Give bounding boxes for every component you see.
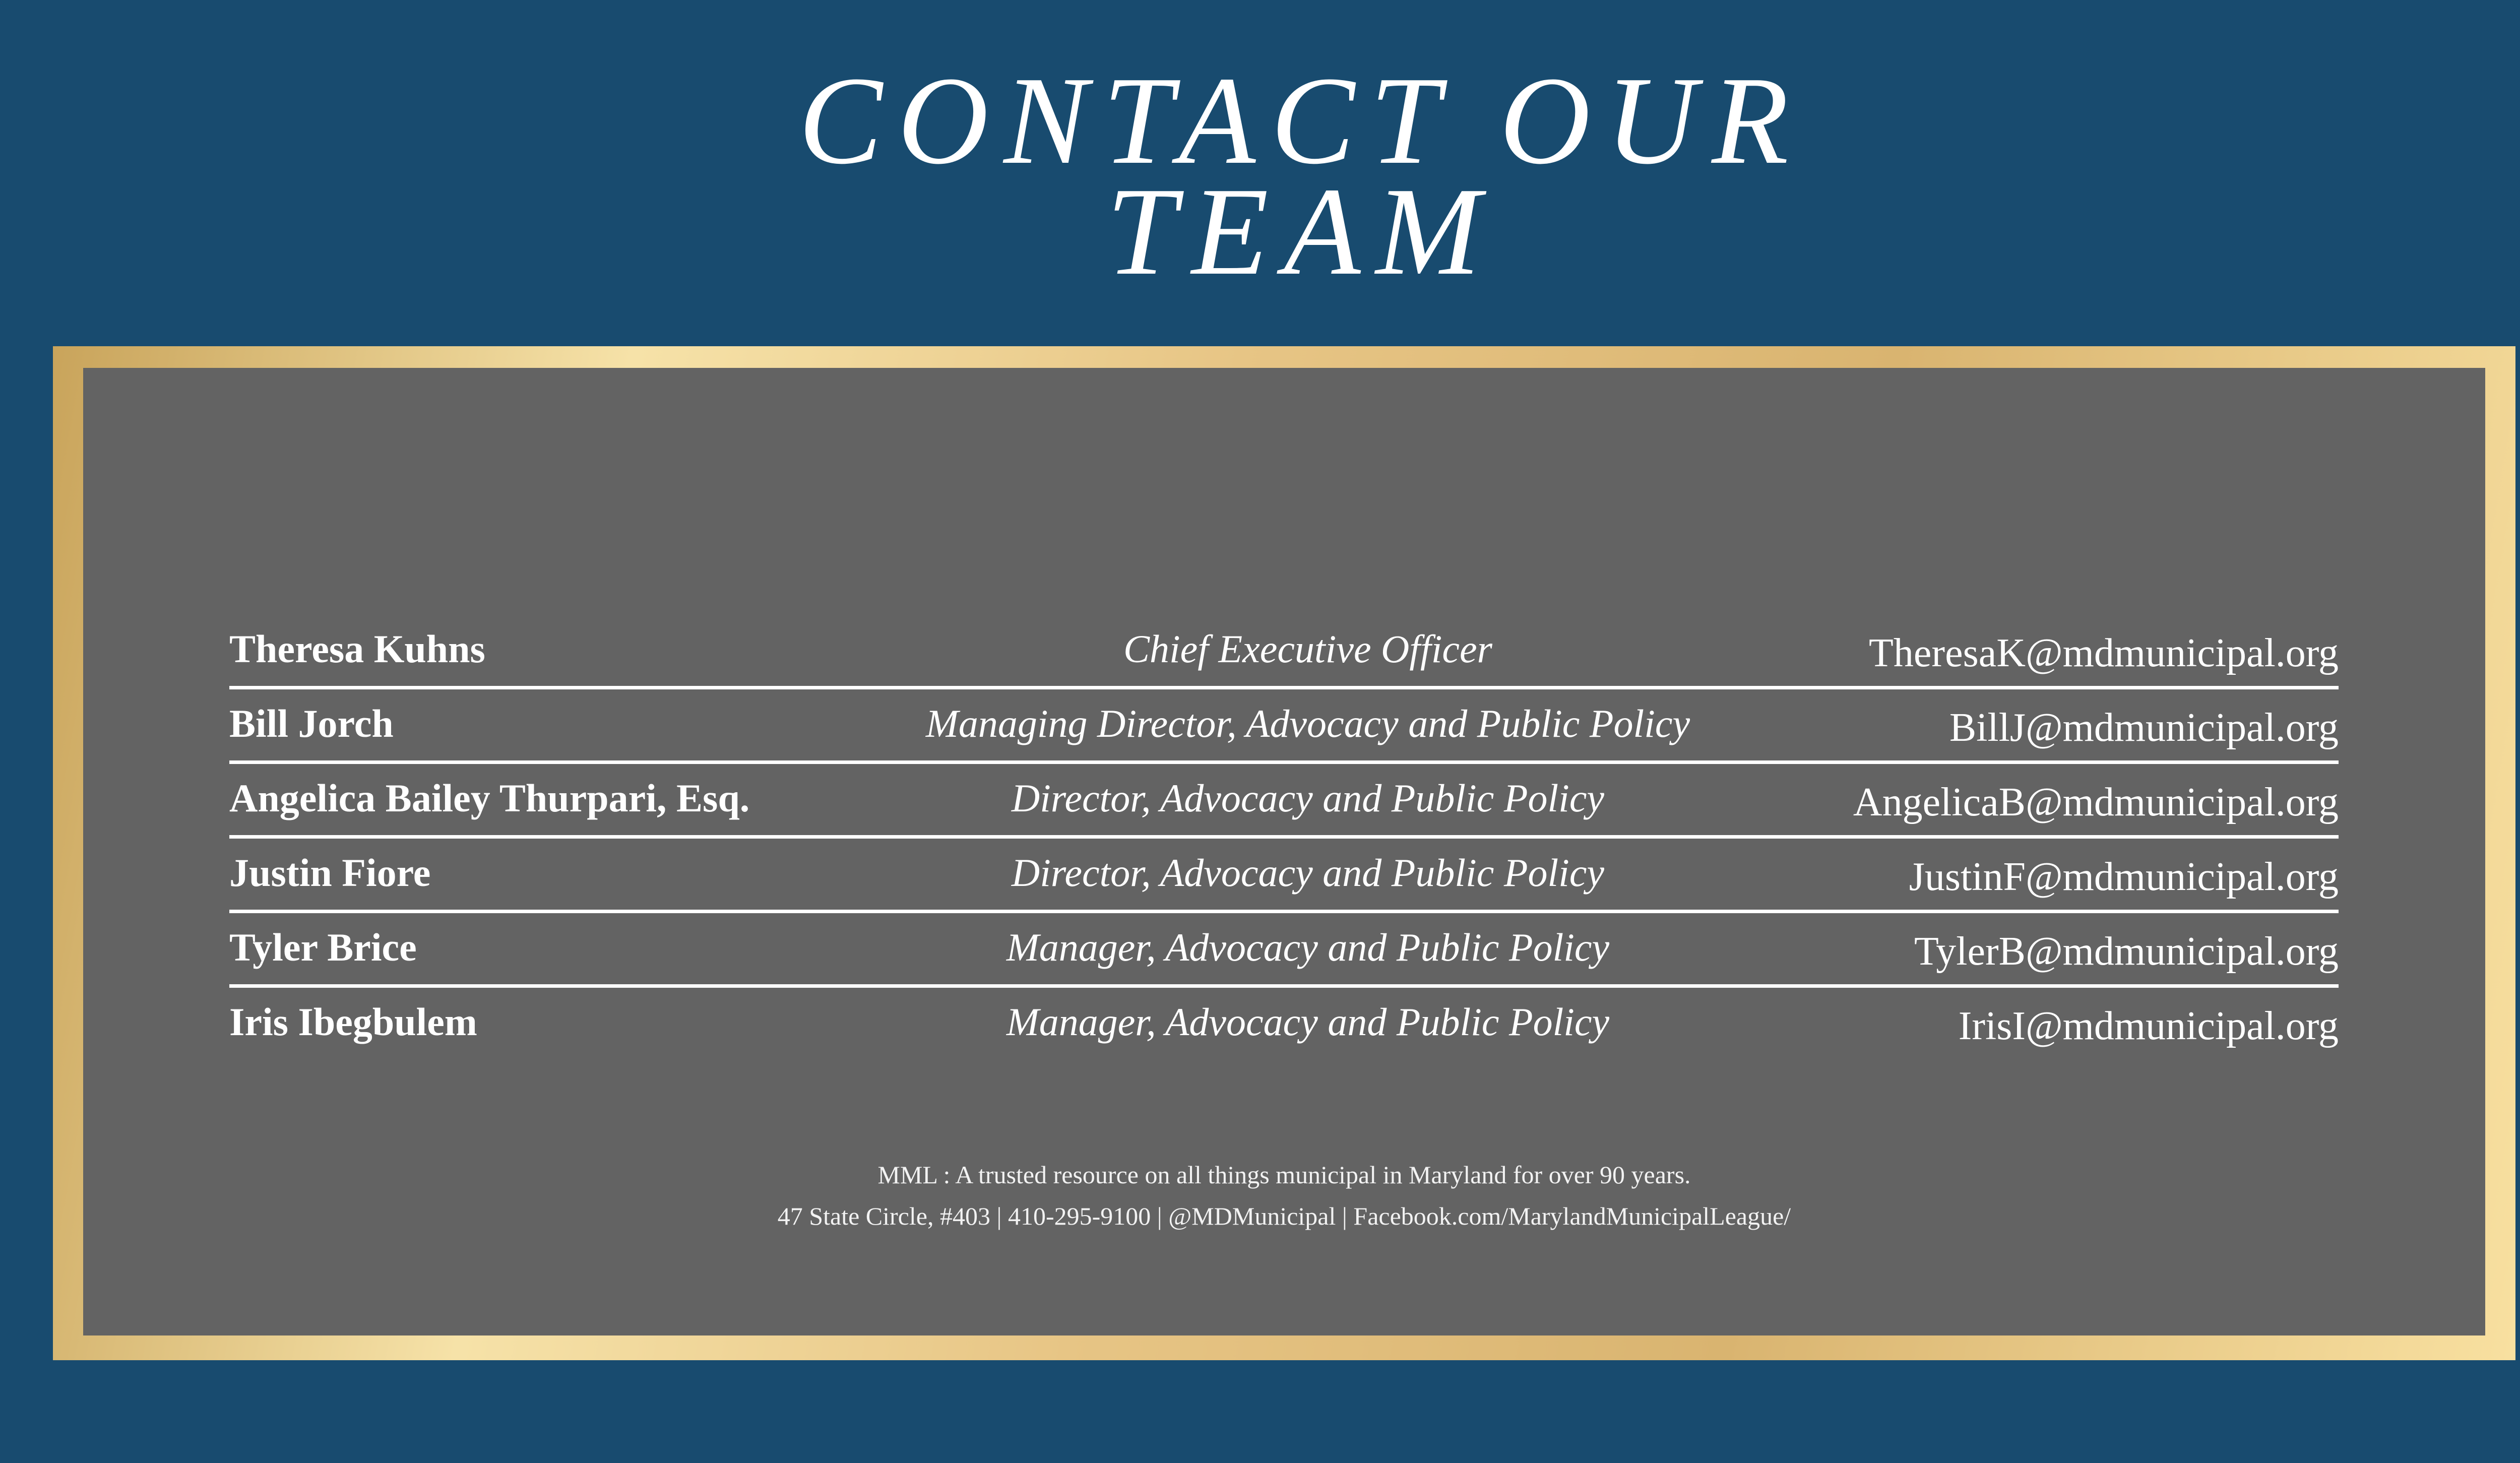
footer-contact-line: 47 State Circle, #403 | 410-295-9100 | @MDMunicipal | Facebook.com/MarylandMunicipalLeague/ <box>777 1202 1791 1230</box>
contact-row <box>229 988 2339 1062</box>
contact-email-link[interactable]: AngelicaB@mdmunicipal.org <box>1853 780 2339 824</box>
contact-name: Justin Fiore <box>229 851 431 895</box>
contact-role: Chief Executive Officer <box>1123 627 1492 671</box>
title-line-1: CONTACT OUR <box>798 51 1804 190</box>
page-title <box>0 51 2520 301</box>
contact-role: Director, Advocacy and Public Policy <box>1011 851 1605 895</box>
contact-name: Angelica Bailey Thurpari, Esq. <box>229 776 750 820</box>
row-divider <box>229 835 2339 839</box>
contact-role: Director, Advocacy and Public Policy <box>1011 776 1605 820</box>
contact-email-link[interactable]: TheresaK@mdmunicipal.org <box>1869 631 2339 675</box>
row-divider <box>229 910 2339 913</box>
contact-email-link[interactable]: JustinF@mdmunicipal.org <box>1909 855 2339 899</box>
contact-row <box>229 615 2339 689</box>
contact-role: Managing Director, Advocacy and Public Policy <box>925 702 1690 745</box>
row-divider <box>229 984 2339 988</box>
contact-name: Theresa Kuhns <box>229 627 485 671</box>
contact-row <box>229 689 2339 764</box>
contact-name: Tyler Brice <box>229 925 417 969</box>
row-divider <box>229 686 2339 689</box>
contact-role: Manager, Advocacy and Public Policy <box>1006 925 1610 969</box>
contact-email-link[interactable]: BillJ@mdmunicipal.org <box>1949 706 2339 750</box>
contact-name: Iris Ibegbulem <box>229 1000 477 1044</box>
title-line-2: TEAM <box>1106 162 1496 301</box>
contact-row <box>229 913 2339 988</box>
footer-tagline: MML : A trusted resource on all things municipal in Maryland for over 90 years. <box>877 1161 1691 1189</box>
contact-role: Manager, Advocacy and Public Policy <box>1006 1000 1610 1044</box>
contact-email-link[interactable]: IrisI@mdmunicipal.org <box>1958 1004 2339 1048</box>
footer <box>83 1154 2485 1237</box>
contact-email-link[interactable]: TylerB@mdmunicipal.org <box>1914 929 2339 974</box>
contact-list <box>229 615 2339 1062</box>
contact-row <box>229 839 2339 913</box>
contact-name: Bill Jorch <box>229 702 394 745</box>
contact-row <box>229 764 2339 839</box>
row-divider <box>229 760 2339 764</box>
